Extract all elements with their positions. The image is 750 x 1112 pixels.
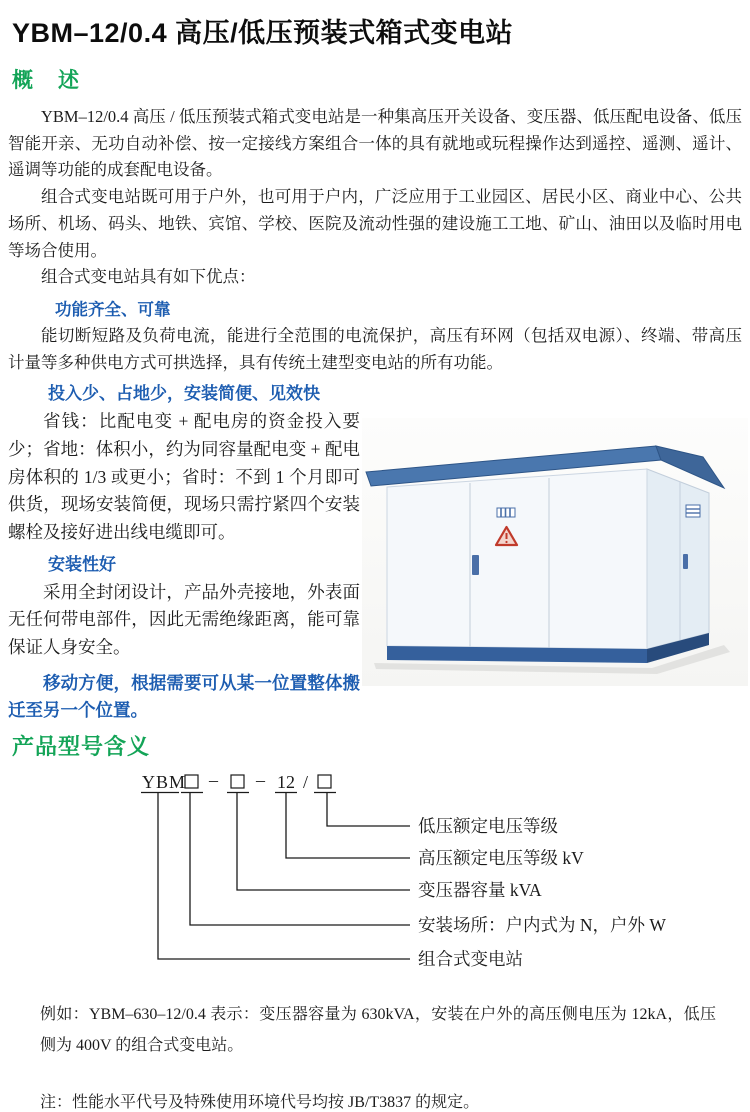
front-vent-grille-icon — [497, 508, 515, 517]
front-door-handle — [472, 555, 479, 575]
feature-heading-function: 功能齐全、可靠 — [55, 301, 171, 320]
feature-text-installation: 采用全封闭设计，产品外壳接地，外表面无任何带电部件，因此无需绝缘距离，能可靠保证人身安全。 — [8, 581, 360, 657]
feature-text-investment: 省钱：比配电变 + 配电房的资金投入要少；省地：体积小，约为同容量配电变 + 配电房体积的 1/3 或更小；省时：不到 1 个月即可供货，现场安装简便，现场只需拧紧四个安装螺栓及接好进出线电缆即可。 — [8, 411, 360, 543]
connector-hv — [286, 792, 410, 858]
placeholder-box-capacity — [231, 775, 244, 788]
label-transformer-capacity: 变压器容量 kVA — [418, 879, 542, 900]
model-note: 注：性能水平代号及特殊使用环境代号均按 JB/T3837 的规定。 — [40, 1094, 480, 1112]
placeholder-box-lv — [318, 775, 331, 788]
model-code-slash: / — [303, 771, 309, 792]
substation-front-face — [387, 469, 647, 649]
catalog-page — [0, 11, 750, 1112]
side-vent-grille-icon — [686, 505, 700, 517]
label-lv-voltage: 低压额定电压等级 — [418, 815, 558, 836]
substation-photo — [362, 418, 748, 686]
model-code-dash-1: – — [209, 769, 218, 790]
mobility-note: 移动方便，根据需要可从某一位置整体搬迁至另一个位置。 — [8, 672, 360, 720]
model-code-prefix: YBM — [142, 771, 187, 792]
connector-capacity — [237, 792, 410, 890]
substation-side-face — [647, 469, 709, 649]
overview-paragraph-3: 组合式变电站具有如下优点： — [41, 267, 256, 287]
connector-lv — [327, 792, 410, 826]
model-code-diagram — [0, 763, 750, 975]
placeholder-box-install — [185, 775, 198, 788]
connector-series — [158, 792, 410, 959]
connector-install — [190, 792, 410, 925]
substation-illustration — [362, 418, 748, 686]
model-example: 例如：YBM–630–12/0.4 表示：变压器容量为 630kVA，安装在户外的高压侧电压为 12kA，低压侧为 400V 的组合式变电站。 — [40, 1005, 716, 1055]
overview-paragraph-2: 组合式变电站既可用于户外，也可用于户内，广泛应用于工业园区、居民小区、商业中心、公共场所、机场、码头、地铁、宾馆、学校、医院及流动性强的建设施工工地、矿山、油田以及临时用电等场合使用。 — [8, 187, 742, 260]
overview-paragraph-1: YBM–12/0.4 高压 / 低压预装式箱式变电站是一种集高压开关设备、变压器、低压配电设备、低压智能开亲、无功自动补偿、按一定接线方案组合一体的具有就地或玩程操作达到遥控、遥测、遥计、遥调等功能的成套配电设备。 — [8, 107, 742, 180]
label-combined-substation: 组合式变电站 — [418, 948, 523, 969]
feature-text-function: 能切断短路及负荷电流，能进行全范围的电流保护，高压有环网（包括双电源）、终端、带高压计量等多种供电方式可拱选择，具有传统土建型变电站的所有功能。 — [8, 326, 742, 372]
model-code-hv: 12 — [277, 771, 295, 792]
feature-heading-installation: 安装性好 — [48, 554, 116, 574]
model-code-dash-2: – — [256, 769, 265, 790]
label-installation-site: 安装场所：户内式为 N，户外 W — [418, 914, 666, 935]
two-column-section — [0, 376, 750, 723]
label-hv-voltage: 高压额定电压等级 kV — [418, 847, 584, 868]
left-text-column — [0, 376, 362, 723]
side-door-handle — [683, 554, 688, 569]
section-heading-overview: 概 述 — [12, 69, 81, 92]
section-heading-model: 产品型号含义 — [12, 733, 151, 759]
photo-column — [362, 376, 750, 723]
feature-heading-investment: 投入少、占地少，安装简便、见效快 — [48, 384, 320, 404]
page-title: YBM–12/0.4 高压/低压预装式箱式变电站 — [12, 18, 514, 48]
